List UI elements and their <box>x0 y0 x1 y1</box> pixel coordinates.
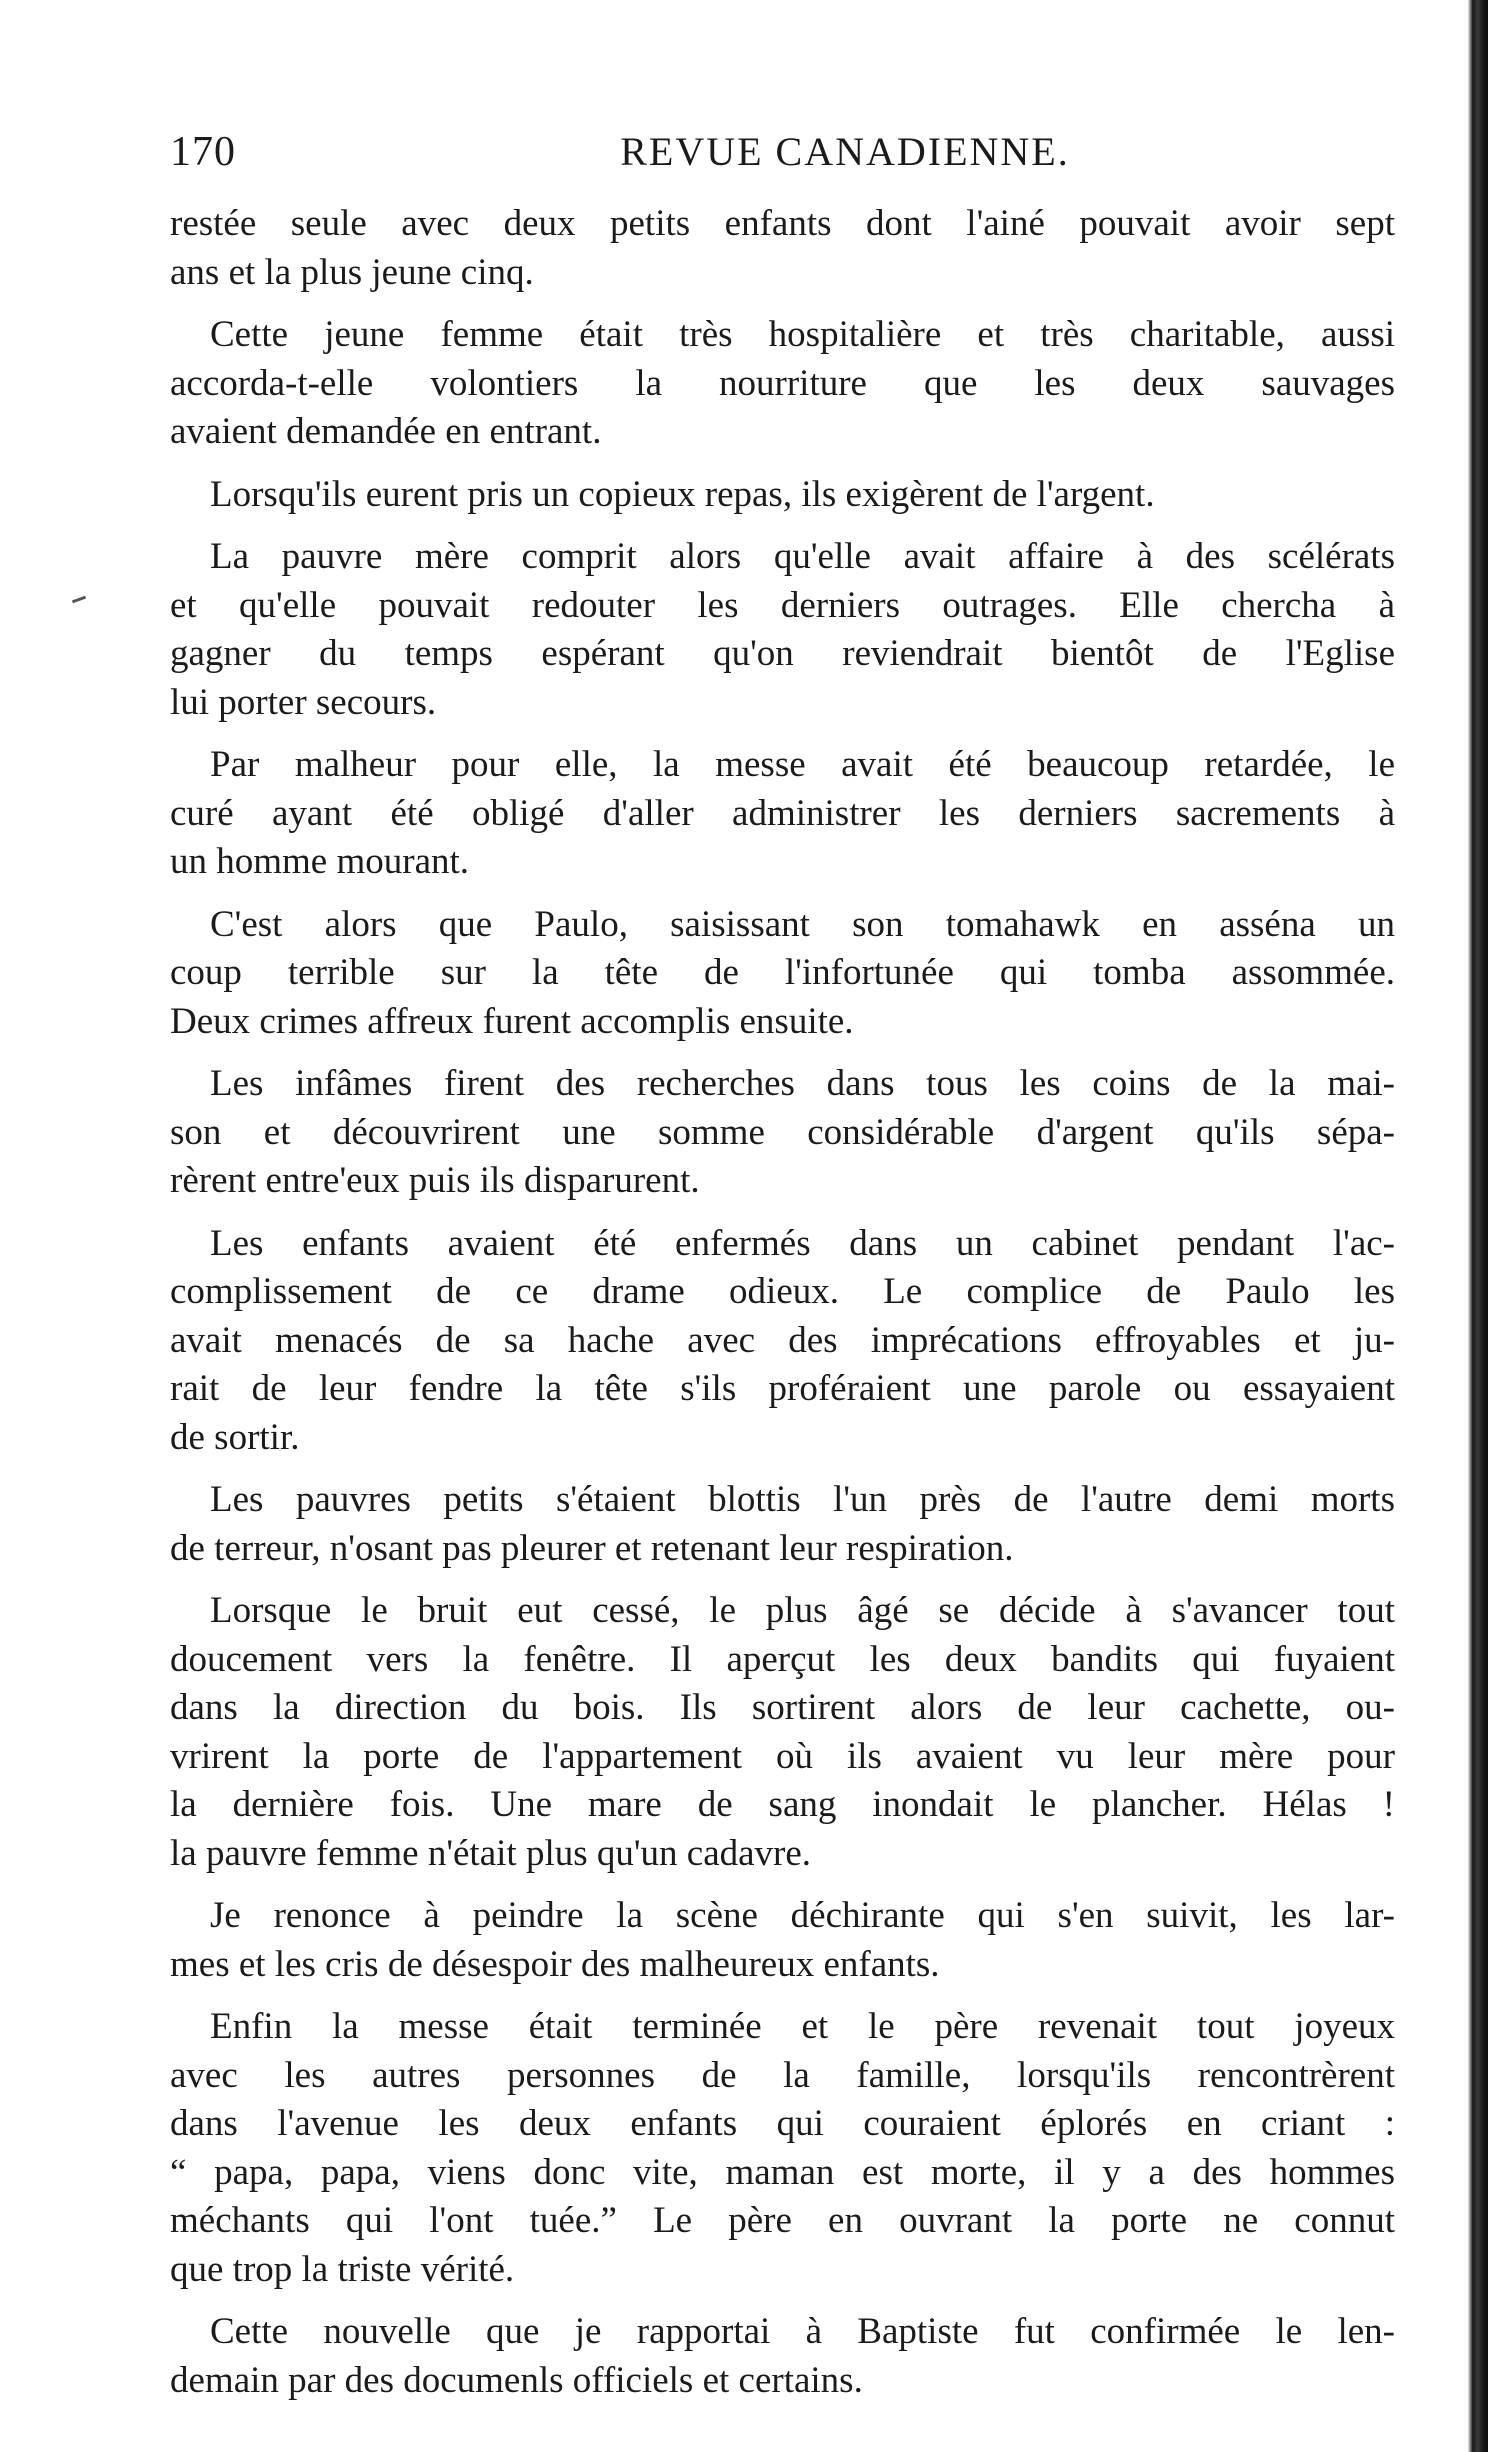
paragraph <box>170 311 1395 457</box>
text-line: “ papa, papa, viens donc vite, maman est morte, il y a des hommes <box>170 2151 1395 2193</box>
text-line: demain par des documenls officiels et certains. <box>170 2359 863 2401</box>
text-line: et qu'elle pouvait redouter les derniers outrages. Elle chercha à <box>170 584 1395 626</box>
text-line: avait menacés de sa hache avec des imprécations effroyables et ju- <box>170 1319 1395 1361</box>
text-line: C'est alors que Paulo, saisissant son tomahawk en asséna un <box>210 903 1395 945</box>
page-header <box>170 128 1400 188</box>
paragraph <box>170 533 1395 727</box>
text-line: Cette jeune femme était très hospitalière et très charitable, aussi <box>210 314 1395 355</box>
text-line: complissement de ce drame odieux. Le complice de Paulo les <box>170 1271 1395 1312</box>
paragraph <box>170 1060 1395 1206</box>
text-line: rait de leur fendre la tête s'ils proféraient une parole ou essayaient <box>170 1368 1395 1409</box>
text-line: Deux crimes affreux furent accomplis ensuite. <box>170 1000 854 1042</box>
paragraph <box>170 2308 1395 2405</box>
text-line: Les infâmes firent des recherches dans tous les coins de la mai- <box>210 1063 1395 1104</box>
text-line: Enfin la messe était terminée et le père revenait tout joyeux <box>210 2006 1395 2047</box>
paragraph <box>170 1587 1395 1878</box>
text-line: avec les autres personnes de la famille, lorsqu'ils rencontrèrent <box>170 2054 1395 2096</box>
paragraph <box>170 2003 1395 2294</box>
text-line: accorda-t-elle volontiers la nourriture que les deux sauvages <box>170 362 1395 404</box>
text-line: mes et les cris de désespoir des malheureux enfants. <box>170 1943 940 1985</box>
text-line: Les enfants avaient été enfermés dans un cabinet pendant l'ac- <box>210 1222 1395 1264</box>
text-line: dans l'avenue les deux enfants qui couraient éplorés en criant : <box>170 2103 1395 2144</box>
body-text <box>170 200 1395 2419</box>
text-line: Par malheur pour elle, la messe avait été beaucoup retardée, le <box>210 744 1395 785</box>
text-line: Les pauvres petits s'étaient blottis l'un près de l'autre demi morts <box>210 1479 1395 1520</box>
text-line: curé ayant été obligé d'aller administrer les derniers sacrements à <box>170 792 1395 834</box>
text-line: Je renonce à peindre la scène déchirante qui s'en suivit, les lar- <box>210 1895 1395 1936</box>
text-line: coup terrible sur la tête de l'infortunée qui tomba assommée. <box>170 952 1395 993</box>
page-number: 170 <box>170 129 236 175</box>
paragraph <box>170 1892 1395 1989</box>
text-line: méchants qui l'ont tuée.” Le père en ouvrant la porte ne connut <box>170 2200 1395 2241</box>
text-line: la dernière fois. Une mare de sang inondait le plancher. Hélas ! <box>170 1784 1395 1825</box>
page-binding-edge <box>1454 0 1488 2452</box>
text-line: La pauvre mère comprit alors qu'elle avait affaire à des scélérats <box>210 536 1395 577</box>
text-line: un homme mourant. <box>170 841 470 882</box>
text-line: Cette nouvelle que je rapportai à Baptiste fut confirmée le len- <box>210 2311 1395 2352</box>
paragraph <box>170 200 1395 297</box>
text-line: que trop la triste vérité. <box>170 2248 515 2290</box>
running-title: REVUE CANADIENNE. <box>620 129 1070 174</box>
text-line: dans la direction du bois. Ils sortirent alors de leur cachette, ou- <box>170 1687 1395 1728</box>
text-line: la pauvre femme n'était plus qu'un cadavre. <box>170 1832 812 1874</box>
text-line: Lorsque le bruit eut cessé, le plus âgé se décide à s'avancer tout <box>210 1590 1395 1631</box>
text-line: doucement vers la fenêtre. Il aperçut les deux bandits qui fuyaient <box>170 1638 1395 1680</box>
paragraph <box>170 741 1395 887</box>
text-line: son et découvrirent une somme considérable d'argent qu'ils sépa- <box>170 1111 1395 1153</box>
text-line: lui porter secours. <box>170 681 437 723</box>
ink-speck <box>72 596 86 604</box>
text-line: rèrent entre'eux puis ils disparurent. <box>170 1160 700 1201</box>
paragraph <box>170 901 1395 1047</box>
text-line: gagner du temps espérant qu'on reviendrait bientôt de l'Eglise <box>170 633 1395 674</box>
paragraph <box>170 471 1395 520</box>
paragraph <box>170 1476 1395 1573</box>
text-line: restée seule avec deux petits enfants dont l'ainé pouvait avoir sept <box>170 203 1395 244</box>
text-line: de sortir. <box>170 1416 300 1458</box>
paragraph <box>170 1220 1395 1463</box>
text-line: Lorsqu'ils eurent pris un copieux repas, ils exigèrent de l'argent. <box>210 473 1155 515</box>
text-line: de terreur, n'osant pas pleurer et retenant leur respiration. <box>170 1527 1014 1569</box>
text-line: avaient demandée en entrant. <box>170 411 602 452</box>
text-line: vrirent la porte de l'appartement où ils avaient vu leur mère pour <box>170 1735 1395 1777</box>
text-line: ans et la plus jeune cinq. <box>170 251 534 293</box>
